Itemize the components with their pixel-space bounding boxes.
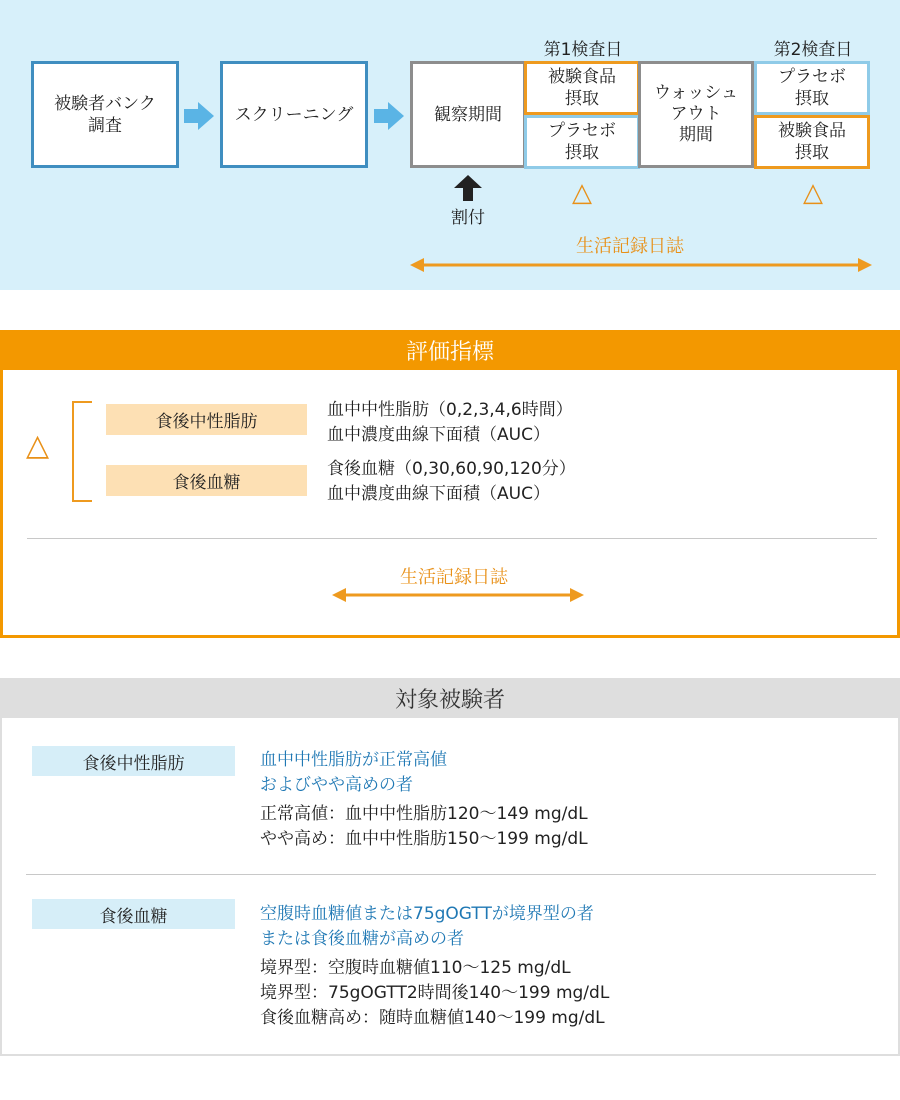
subject-title-triglyceride: 血中中性脂肪が正常高値 およびやや高めの者 (260, 750, 447, 795)
eval-desc-glucose: 食後血糖（0,30,60,90,120分） 血中濃度曲線下面積（AUC） (327, 459, 576, 504)
diary-label: 生活記録日誌 (400, 567, 508, 588)
subject-detail-triglyceride: 正常高値：血中中性脂肪120〜149 mg/dL やや高め：血中中性脂肪150〜199 mg/dL (260, 804, 588, 849)
eval-desc-triglyceride: 血中中性脂肪（0,2,3,4,6時間） 血中濃度曲線下面積（AUC） (327, 400, 573, 445)
eval-tag-glucose: 食後血糖 (106, 465, 307, 496)
flow-arrow-icon (374, 102, 406, 130)
step-washout: ウォッシュ アウト 期間 (638, 61, 754, 168)
step-bank-survey: 被験者バンク 調査 (31, 61, 179, 168)
day2-placebo: プラセボ 摂取 (754, 61, 870, 115)
allocation-label: 割付 (451, 208, 485, 228)
diary-label: 生活記録日誌 (576, 236, 684, 257)
subjects-panel (0, 718, 900, 1056)
subject-title-glucose: 空腹時血糖値または75gOGTTが境界型の者 または食後血糖が高めの者 (260, 904, 594, 949)
day1-label: 第1検査日 (543, 40, 623, 60)
triangle-marker-icon: △ (26, 428, 50, 463)
flow-arrow-icon (184, 102, 216, 130)
step-screening: スクリーニング (220, 61, 368, 168)
study-flow-panel (0, 0, 900, 290)
day2-label: 第2検査日 (773, 40, 853, 60)
eval-tag-triglyceride: 食後中性脂肪 (106, 404, 307, 435)
divider (27, 538, 877, 539)
diary-range-arrow-icon (410, 256, 872, 274)
subject-detail-glucose: 境界型：空腹時血糖値110〜125 mg/dL 境界型：75gOGTT2時間後140〜199 mg/dL 食後血糖高め：随時血糖値140〜199 mg/dL (260, 958, 610, 1028)
evaluation-header: 評価指標 (0, 330, 900, 370)
subject-tag-triglyceride: 食後中性脂肪 (32, 746, 235, 776)
subjects-header: 対象被験者 (0, 678, 900, 718)
divider (26, 874, 876, 875)
subject-tag-glucose: 食後血糖 (32, 899, 235, 929)
triangle-marker-icon: △ (803, 178, 823, 208)
day1-placebo: プラセボ 摂取 (524, 115, 640, 169)
diary-range-arrow-icon (332, 586, 584, 604)
day2-test-food: 被験食品 摂取 (754, 115, 870, 169)
step-observation: 観察期間 (410, 61, 526, 168)
bracket-icon (67, 400, 97, 504)
day1-test-food: 被験食品 摂取 (524, 61, 640, 115)
evaluation-panel (0, 370, 900, 638)
triangle-marker-icon: △ (572, 178, 592, 208)
allocation-arrow-icon (454, 175, 482, 201)
